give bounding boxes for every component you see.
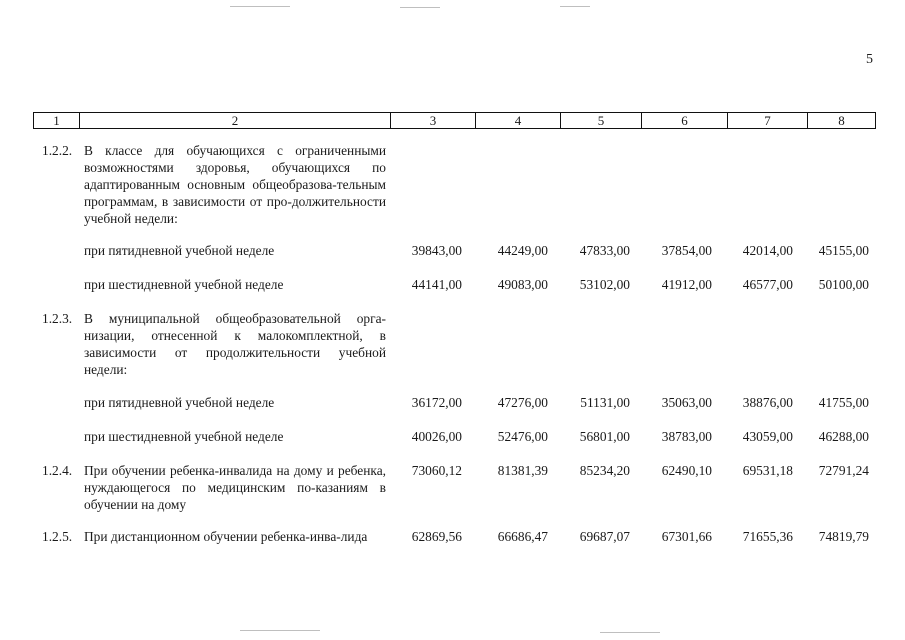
- header-cell: 4: [476, 113, 561, 128]
- value-cell: 39843,00: [411, 243, 462, 258]
- row-description: при пятидневной учебной неделе: [84, 395, 275, 410]
- row-description: В муниципальной общеобразовательной орга-низации, отнесенной к малокомплектной, в зависимости от продолжительности учебной недели:: [84, 311, 386, 377]
- value-cell: 50100,00: [818, 277, 869, 292]
- value-cell: 40026,00: [411, 429, 462, 444]
- scan-artifact: [560, 6, 590, 7]
- scan-artifact: [240, 630, 320, 631]
- header-cell: 1: [34, 113, 80, 128]
- scan-artifact: [400, 7, 440, 8]
- header-cell: 5: [561, 113, 642, 128]
- row-number: 1.2.5.: [42, 529, 73, 544]
- value-cell: 41912,00: [661, 277, 712, 292]
- value-cell: 52476,00: [497, 429, 548, 444]
- header-cell: 2: [80, 113, 391, 128]
- value-cell: 69687,07: [579, 529, 630, 544]
- row-description: При дистанционном обучении ребенка-инва-лида: [84, 529, 368, 544]
- value-cell: 49083,00: [497, 277, 548, 292]
- value-cell: 62869,56: [411, 529, 462, 544]
- value-cell: 67301,66: [661, 529, 712, 544]
- value-cell: 47833,00: [579, 243, 630, 258]
- value-cell: 37854,00: [661, 243, 712, 258]
- value-cell: 35063,00: [661, 395, 712, 410]
- value-cell: 44249,00: [497, 243, 548, 258]
- value-cell: 46288,00: [818, 429, 869, 444]
- table-header-row: [33, 112, 876, 129]
- row-number: 1.2.4.: [42, 463, 73, 478]
- value-cell: 51131,00: [580, 395, 630, 410]
- header-cell: 8: [838, 113, 845, 128]
- value-cell: 73060,12: [411, 463, 462, 478]
- value-cell: 43059,00: [742, 429, 793, 444]
- row-description: при пятидневной учебной неделе: [84, 243, 275, 258]
- value-cell: 81381,39: [497, 463, 548, 478]
- value-cell: 36172,00: [411, 395, 462, 410]
- value-cell: 56801,00: [579, 429, 630, 444]
- header-cell: 3: [391, 113, 476, 128]
- value-cell: 74819,79: [818, 529, 869, 544]
- header-cell: 7: [728, 113, 808, 128]
- value-cell: 41755,00: [818, 395, 869, 410]
- row-number: 1.2.3.: [42, 311, 73, 326]
- scan-artifact: [230, 6, 290, 7]
- page-number: 5: [866, 52, 873, 67]
- row-description: при шестидневной учебной неделе: [84, 277, 284, 292]
- row-description: При обучении ребенка-инвалида на дому и ребенка, нуждающегося по медицинским по-казаниям в обучении на дому: [84, 463, 386, 512]
- value-cell: 44141,00: [411, 277, 462, 292]
- value-cell: 71655,36: [742, 529, 793, 544]
- value-cell: 72791,24: [818, 463, 869, 478]
- value-cell: 85234,20: [579, 463, 630, 478]
- value-cell: 66686,47: [497, 529, 548, 544]
- value-cell: 47276,00: [497, 395, 548, 410]
- value-cell: 46577,00: [742, 277, 793, 292]
- header-cell: 6: [642, 113, 728, 128]
- scan-artifact: [600, 632, 660, 633]
- row-number: 1.2.2.: [42, 143, 73, 158]
- row-description: при шестидневной учебной неделе: [84, 429, 284, 444]
- row-description: В классе для обучающихся с ограниченными возможностями здоровья, обучающихся по адаптированным основным общеобразова-тельным программам, в зависимости от про-должительности учебной недели:: [84, 143, 386, 226]
- value-cell: 53102,00: [579, 277, 630, 292]
- value-cell: 42014,00: [742, 243, 793, 258]
- value-cell: 38876,00: [742, 395, 793, 410]
- value-cell: 38783,00: [661, 429, 712, 444]
- value-cell: 69531,18: [742, 463, 793, 478]
- value-cell: 45155,00: [818, 243, 869, 258]
- value-cell: 62490,10: [661, 463, 712, 478]
